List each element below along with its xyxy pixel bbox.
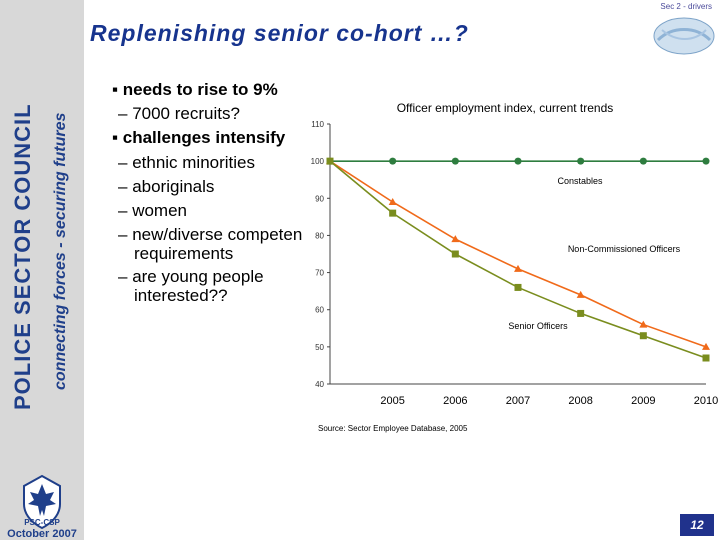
sub-bullet-text: women	[132, 201, 187, 220]
y-tick-label: 60	[315, 305, 324, 315]
data-point	[515, 284, 522, 291]
data-point	[703, 355, 710, 362]
data-point	[702, 343, 710, 350]
sub-bullet-text: ethnic minorities	[132, 153, 256, 172]
series-line-2	[330, 161, 706, 358]
data-point	[326, 157, 334, 164]
data-point	[389, 198, 397, 205]
y-tick-label: 50	[315, 342, 324, 352]
slide-title: Replenishing senior co-hort …?	[90, 20, 469, 46]
series-label: Constables	[557, 176, 603, 186]
sub-bullet-item: – 7000 recruits?	[118, 104, 240, 123]
sub-bullet-text: 7000 recruits?	[132, 104, 240, 123]
x-tick-label: 2007	[505, 395, 531, 407]
data-point	[515, 158, 522, 165]
y-tick-label: 110	[311, 120, 324, 129]
series-label: Non-Commissioned Officers	[567, 244, 681, 254]
data-point	[327, 158, 334, 165]
bullet-item: ▪ needs to rise to 9%	[112, 80, 278, 99]
sub-bullet-item: – women	[118, 201, 187, 220]
data-point	[640, 332, 647, 339]
sub-bullet-continuation: requirements	[134, 244, 234, 263]
data-point	[640, 158, 647, 165]
y-tick-label: 70	[315, 268, 324, 278]
x-tick-label: 2009	[631, 395, 656, 407]
date-label: October 2007	[7, 528, 77, 540]
sub-bullet-item: – new/diverse competen	[118, 225, 303, 244]
globe-swirl-icon	[648, 10, 720, 62]
chart-source: Source: Sector Employee Database, 2005	[318, 424, 468, 433]
sub-bullet-text: aboriginals	[132, 177, 215, 196]
x-tick-label: 2005	[380, 395, 405, 407]
sub-bullet-continuation: interested??	[134, 286, 228, 305]
y-tick-label: 100	[310, 157, 324, 167]
chart-title: Officer employment index, current trends	[396, 101, 614, 115]
page-number: 12	[680, 514, 714, 536]
data-point	[451, 235, 459, 242]
data-point	[452, 158, 459, 165]
sidebar-title: POLICE SECTOR COUNCIL	[10, 103, 35, 410]
section-label: Sec 2 - drivers	[660, 2, 712, 11]
x-tick-label: 2006	[443, 395, 468, 407]
data-point	[703, 158, 710, 165]
data-point	[327, 158, 334, 165]
sub-bullet-item: – aboriginals	[118, 177, 215, 196]
data-point	[514, 265, 522, 272]
y-tick-label: 80	[315, 231, 324, 241]
bullet-text: challenges intensify	[122, 128, 286, 147]
data-point	[577, 310, 584, 317]
data-point	[389, 158, 396, 165]
series-label: Senior Officers	[508, 321, 568, 331]
data-point	[452, 251, 459, 258]
sidebar-tagline: connecting forces - securing futures	[52, 112, 69, 390]
data-point	[577, 291, 585, 298]
logo-text: PSC-CSP	[24, 518, 60, 527]
y-tick-label: 90	[315, 194, 324, 204]
data-point	[639, 321, 647, 328]
sub-bullet-text: new/diverse competen	[132, 225, 303, 244]
series-line-1	[330, 161, 706, 347]
sidebar	[0, 0, 84, 540]
x-tick-label: 2008	[568, 395, 593, 407]
sub-bullet-item: – are young people	[118, 267, 264, 286]
sub-bullet-text: are young people	[132, 267, 264, 286]
y-tick-label: 40	[315, 380, 324, 389]
data-point	[389, 210, 396, 217]
data-point	[577, 158, 584, 165]
x-tick-label: 2010	[693, 395, 719, 407]
bullet-text: needs to rise to 9%	[122, 80, 278, 99]
sub-bullet-item: – ethnic minorities	[118, 153, 256, 172]
bullet-item: ▪ challenges intensify	[112, 128, 286, 147]
